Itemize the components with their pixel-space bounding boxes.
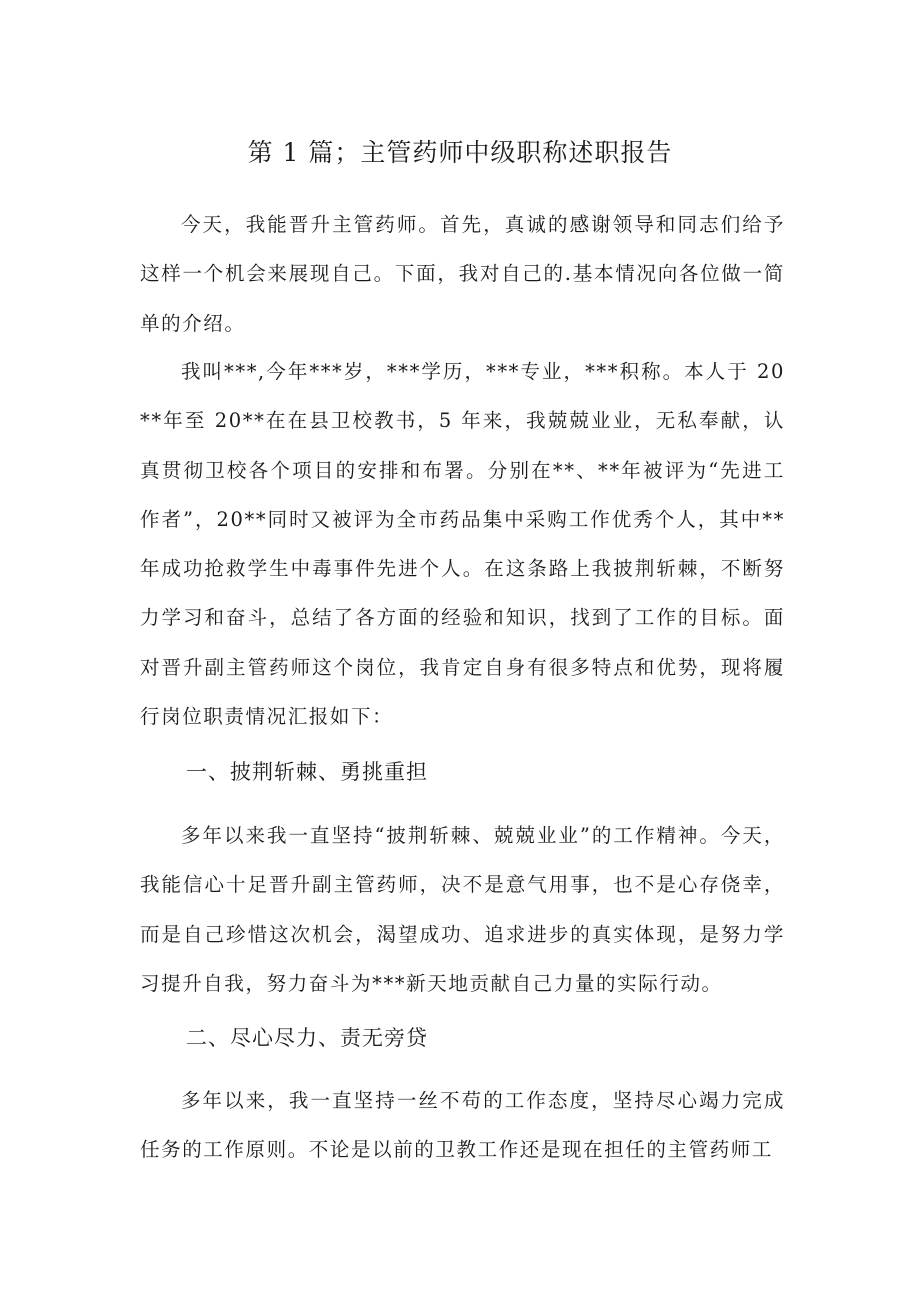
paragraph-section-1: 多年以来我一直坚持“披荆斩棘、兢兢业业”的工作精神。今天，我能信心十足晋升副主管药师，决不是意气用事，也不是心存侥幸，而是自己珍惜这次机会，渴望成功、追求进步的真实体现，是努力学习提升自我，努力奋斗为***新天地贡献自己力量的实际行动。	[140, 824, 785, 995]
section-heading-2: 二、尽心尽力、责无旁贷	[186, 1026, 428, 1050]
paragraph-intro: 今天，我能晋升主管药师。首先，真诚的感谢领导和同志们给予这样一个机会来展现自己。下面，我对自己的.基本情况向各位做一简单的介绍。	[140, 213, 785, 335]
document-title: 第 1 篇；主管药师中级职称述职报告	[247, 138, 673, 167]
paragraph-background: 我叫***,今年***岁，***学历，***专业，***积称。本人于 20**年至 20**在在县卫校教书，5 年来，我兢兢业业，无私奉献，认真贯彻卫校各个项目的安排和布署。分别在**、**年被评为“先进工作者”，20**同时又被评为全市药品集中采购工作优秀个人，其中**年成功抢救学生中毒事件先进个人。在这条路上我披荆斩棘，不断努力学习和奋斗，总结了各方面的经验和知识，找到了工作的目标。面对晋升副主管药师这个岗位，我肯定自身有很多特点和优势，现将履行岗位职责情况汇报如下：	[140, 360, 785, 729]
paragraph-section-2: 多年以来，我一直坚持一丝不苟的工作态度，坚持尽心竭力完成任务的工作原则。不论是以前的卫教工作还是现在担任的主管药师工	[140, 1089, 785, 1162]
section-heading-1: 一、披荆斩棘、勇挑重担	[186, 760, 428, 784]
